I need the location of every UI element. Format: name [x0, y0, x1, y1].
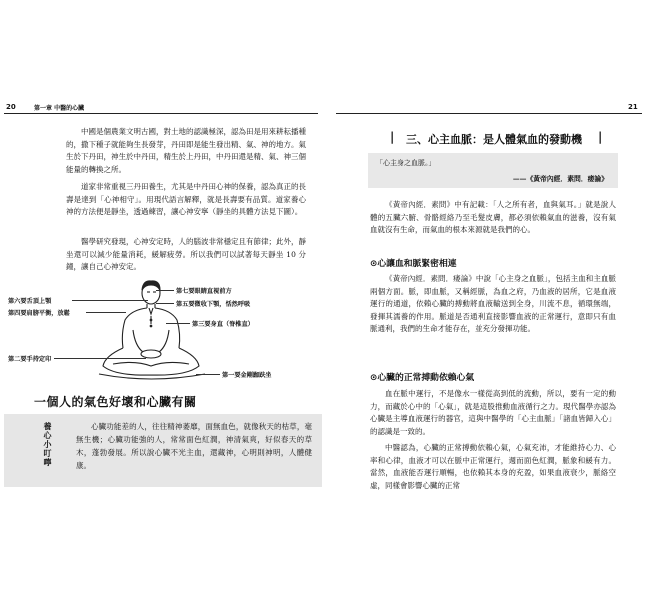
figure-label-5: 第五要微收下顎，恬然呼吸	[176, 301, 251, 308]
left-page	[0, 0, 327, 609]
section-title-right: 三、心主血脈：是人體氣血的發動機	[406, 133, 582, 146]
subheading-2-text-1: 血在脈中運行，不是像水一樣從高到低的流動，所以，要有一定的動力，而藏於心中的「心氣」，就是這股推動血液循行之力。現代醫學亦認為心臟是主導血液運行的器官，這與中醫學的「心主血脈」「諸血皆歸入心」的認識是一致的。	[370, 389, 616, 436]
leader-6	[72, 300, 148, 301]
figure-label-1: 第一要金剛跏趺坐	[222, 372, 272, 379]
page-number-left: 20	[6, 103, 16, 111]
subheading-2: ⊙心臟的正常搏動依賴心氣	[370, 373, 475, 383]
quote-source: ——《黃帝內經．素問．痿論》	[512, 175, 608, 183]
tip-label: 養心小叮嚀	[43, 422, 52, 467]
tip-box	[4, 414, 322, 487]
quote-box	[368, 153, 618, 188]
right-page	[328, 0, 655, 609]
figure-label-6: 第六要舌頂上顎	[8, 298, 52, 305]
leader-7	[156, 290, 174, 291]
figure-label-7: 第七要眼睛直視前方	[176, 288, 232, 295]
tip-text: 心臟功能差的人，往往精神萎靡，面無血色，就像秋天的枯草，毫無生機；心臟功能強的人，常常面色紅潤，神清氣爽，好似春天的草木，蓬勃發展。所以說心臟不光主血，還藏神，心明則神明，人體健康。	[76, 422, 312, 470]
title-bar-right: |	[598, 130, 603, 144]
leader-5	[156, 303, 174, 304]
title-bar-left: |	[390, 130, 395, 144]
section-title-left: 一個人的氣色好壞和心臟有關	[34, 395, 197, 409]
page-number-right: 21	[628, 103, 638, 111]
header-rule	[4, 113, 318, 114]
subheading-1: ⊙心讓血和脈緊密相連	[370, 259, 457, 269]
intro-paragraph: 《黃帝內經．素問》中有記載：「人之所有者，血與氣耳。」就是說人體的五臟六腑、骨骼經絡乃至毛髮皮膚，都必須依賴氣血的滋養，沒有氣血就沒有生命，而氣血的根本來源就是我們的心。	[370, 200, 616, 235]
leader-4	[86, 312, 126, 313]
header-rule-right	[336, 113, 642, 114]
paragraph-2: 道家非常重視三丹田養生，尤其是中丹田心神的保養，認為真正的長壽是達到「心神相守」。用現代語言解釋，就是長壽要有品質。道家養心神的方法便是靜坐，透過練習，讓心神安寧（靜坐的具體方法見下圖）。	[66, 182, 306, 217]
paragraph-3: 醫學研究發現，心神安定時，人的腦波非常穩定且有節律；此外，靜坐還可以減少能量消耗，緩解疲勞。所以我們可以試著每天靜坐 10 分鐘，讓自己心神安定。	[66, 237, 306, 272]
chapter-label: 第一章 中醫的心臟	[34, 105, 85, 112]
subheading-1-text: 《黃帝內經．素問．痿論》中說「心主身之血脈」，包括主血和主血脈兩個方面。脈，即血脈，又稱經脈，為血之府，乃血液的居所，它是血液運行的通道，依賴心臟的搏動將血液輸送到全身，川流不息，循環無端，發揮其濡養的作用。脈道是否通利直接影響血液的正常運行，意即只有血脈通利，我們的生命才能存在，並充分發揮功能。	[370, 274, 616, 334]
paragraph-1: 中國是個農業文明古國，對土地的認識極深，認為田是用來耕耘播種的，撒下種子就能夠生長發芽，丹田即是能生發出精、氣、神的地方。氣生於下丹田，神生於中丹田，精生於上丹田，中丹田還是精、氣、神三個能量的轉換之所。	[66, 127, 306, 174]
figure-label-3: 第三要身直（脊椎直）	[192, 321, 254, 328]
subheading-2-text-2: 中醫認為，心臟的正常搏動依賴心氣，心氣充沛，才能維持心力、心率和心律，血液才可以在脈中正常運行，週而面色紅潤，脈象和緩有力。當然，血液能否運行順暢，也依賴其本身的充盈，如果血液衰少，脈絡空虛，同樣會影響心臟的正常	[370, 443, 616, 490]
figure-label-4: 第四要肩膀平衡，放鬆	[8, 310, 70, 317]
leader-1	[196, 374, 220, 375]
leader-3	[166, 323, 190, 324]
quote-text: 「心主身之血脈。」	[376, 159, 436, 167]
leader-2	[54, 358, 146, 359]
figure-label-2: 第二要手持定印	[8, 356, 52, 363]
